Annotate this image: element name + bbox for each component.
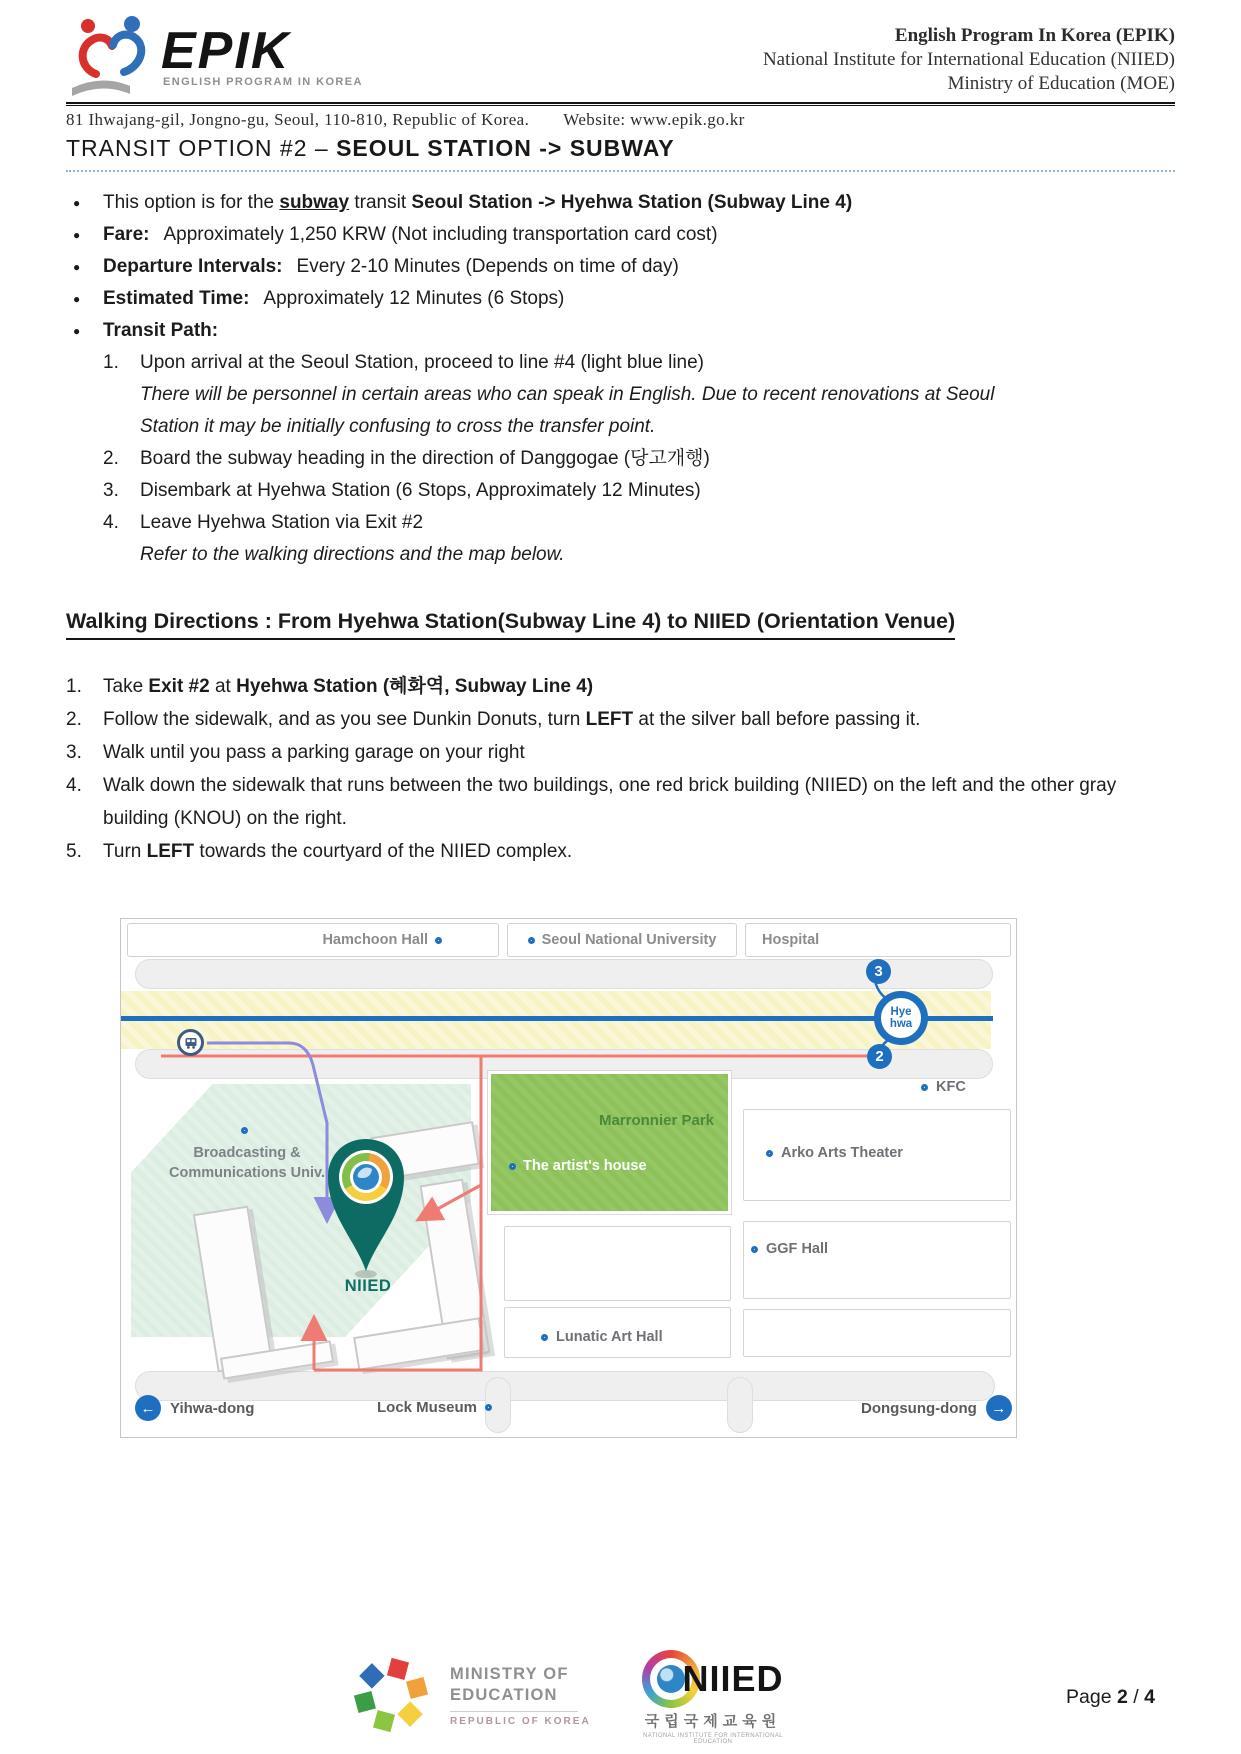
subway-line-4 bbox=[121, 1016, 993, 1021]
item-number: 4. bbox=[66, 775, 82, 796]
map-block-hamchoon bbox=[127, 923, 499, 957]
map-label-marronnier-park: Marronnier Park bbox=[598, 1112, 714, 1129]
street-dongsung-dong: Dongsung-dong → bbox=[861, 1395, 1012, 1421]
item-text: Leave Hyehwa Station via Exit #2 bbox=[140, 512, 424, 533]
map-label-niied: NIIED bbox=[344, 1277, 392, 1295]
moe-logo bbox=[348, 1652, 591, 1738]
page-title bbox=[66, 135, 1175, 162]
bullet-text-underline: subway bbox=[279, 192, 350, 213]
org-line-2: National Institute for International Education (NIIED) bbox=[762, 49, 1175, 70]
address-text: 81 Ihwajang-gil, Jongno-gu, Seoul, 110-810, Republic of Korea. bbox=[66, 110, 530, 129]
list-item bbox=[103, 347, 1175, 379]
poi-kfc bbox=[921, 1079, 966, 1095]
page-header bbox=[66, 12, 1175, 102]
poi-lock-museum: Lock Museum bbox=[377, 1399, 492, 1416]
map-label-broadcasting-univ: Communications Univ. bbox=[168, 1165, 326, 1181]
address-row bbox=[66, 106, 1175, 132]
list-item bbox=[66, 187, 1175, 219]
overview-list bbox=[66, 187, 1175, 347]
exit-2-badge: 2 bbox=[867, 1044, 892, 1069]
niied-logo-caption: NATIONAL INSTITUTE FOR INTERNATIONAL EDUCATION bbox=[643, 1733, 783, 1745]
list-item bbox=[103, 443, 1175, 475]
poi-marker-icon bbox=[541, 1334, 548, 1341]
list-item bbox=[66, 315, 1175, 347]
list-item bbox=[66, 703, 1175, 736]
map-block-snu bbox=[507, 923, 737, 957]
street-yihwa-dong: ← Yihwa-dong bbox=[135, 1395, 254, 1421]
map-road-top bbox=[135, 959, 993, 989]
niied-location-pin-icon bbox=[316, 1133, 416, 1281]
map-label-seoul-national-university: Seoul National University bbox=[541, 932, 717, 948]
map-block bbox=[743, 1309, 1011, 1357]
poi-lunatic bbox=[541, 1329, 663, 1345]
epik-brand-text: EPIK bbox=[161, 22, 291, 80]
dotted-separator bbox=[66, 170, 1175, 172]
bullet-text: Every 2-10 Minutes (Depends on time of day) bbox=[296, 256, 679, 277]
item-text: Take Exit #2 at Hyehwa Station (혜화역, Subway Line 4) bbox=[103, 676, 594, 697]
map-label-lunatic-art-hall: Lunatic Art Hall bbox=[556, 1329, 663, 1345]
niied-logo-name: NIIED bbox=[682, 1658, 784, 1699]
marronnier-park bbox=[488, 1071, 731, 1214]
item-text: Walk down the sidewalk that runs between the two buildings, one red brick building (NIIED) on the left and the other gray building (KNOU) on the right. bbox=[103, 775, 1117, 829]
niied-logo bbox=[628, 1650, 798, 1745]
org-line-1: English Program In Korea (EPIK) bbox=[894, 25, 1175, 46]
item-number: 5. bbox=[66, 841, 82, 862]
bullet-text: This option is for the bbox=[103, 192, 280, 213]
hyehwa-station-badge: Hye hwa bbox=[874, 991, 928, 1045]
list-item bbox=[66, 835, 1175, 868]
item-number: 2. bbox=[103, 448, 119, 469]
moe-pinwheel-icon bbox=[348, 1652, 434, 1738]
map-road-stub bbox=[727, 1377, 753, 1433]
item-number: 3. bbox=[66, 742, 82, 763]
bullet-label: Transit Path: bbox=[103, 320, 219, 341]
niied-logo-korean: 국립국제교육원 bbox=[644, 1713, 782, 1730]
transit-stop-icon bbox=[177, 1029, 204, 1056]
title-emphasis: SEOUL STATION -> SUBWAY bbox=[336, 135, 675, 161]
poi-marker-icon bbox=[241, 1127, 248, 1134]
arrow-right-icon: → bbox=[986, 1395, 1012, 1421]
map-block-hospital bbox=[745, 923, 1011, 957]
bullet-text: Approximately 1,250 KRW (Not including transportation card cost) bbox=[163, 224, 718, 245]
poi-marker-icon bbox=[921, 1084, 928, 1091]
map-block bbox=[743, 1221, 1011, 1299]
item-text: Board the subway heading in the direction of Danggogae (당고개행) bbox=[140, 448, 710, 469]
item-text: Disembark at Hyehwa Station (6 Stops, Approximately 12 Minutes) bbox=[140, 480, 701, 501]
list-item bbox=[66, 670, 1175, 703]
list-item bbox=[66, 251, 1175, 283]
list-item bbox=[103, 475, 1175, 507]
bullet-text-bold: Seoul Station -> Hyehwa Station (Subway Line 4) bbox=[411, 192, 853, 213]
item-text: Upon arrival at the Seoul Station, proceed to line #4 (light blue line) bbox=[140, 352, 705, 373]
list-item bbox=[66, 283, 1175, 315]
epik-tagline: ENGLISH PROGRAM IN KOREA bbox=[163, 76, 363, 88]
page-number: Page 2 / 4 bbox=[1066, 1686, 1155, 1708]
org-line-3: Ministry of Education (MOE) bbox=[947, 73, 1175, 94]
item-note: There will be personnel in certain areas who can speak in English. Due to recent renovations at Seoul bbox=[140, 384, 995, 405]
exit-3-badge: 3 bbox=[866, 959, 891, 984]
map-label-kfc: KFC bbox=[936, 1079, 966, 1095]
item-text: Follow the sidewalk, and as you see Dunkin Donuts, turn LEFT at the silver ball before passing it. bbox=[103, 709, 921, 730]
poi-marker-icon bbox=[528, 937, 535, 944]
bullet-label: Departure Intervals: bbox=[103, 256, 283, 277]
item-number: 2. bbox=[66, 709, 82, 730]
item-number: 1. bbox=[66, 676, 82, 697]
list-item bbox=[103, 507, 1175, 539]
broadcasting-univ-area bbox=[131, 1084, 471, 1337]
item-text: Walk until you pass a parking garage on your right bbox=[103, 742, 525, 763]
item-number: 4. bbox=[103, 512, 119, 533]
poi-arko bbox=[766, 1145, 903, 1161]
item-note: Refer to the walking directions and the map below. bbox=[140, 544, 565, 565]
map-label-arko-arts-theater: Arko Arts Theater bbox=[781, 1145, 903, 1161]
transit-path-list bbox=[103, 347, 1175, 571]
map-label-hamchoon-hall: Hamchoon Hall bbox=[322, 932, 428, 948]
website-text: Website: www.epik.go.kr bbox=[563, 110, 745, 129]
bullet-text: transit bbox=[349, 192, 412, 213]
item-number: 1. bbox=[103, 352, 119, 373]
bullet-text: Approximately 12 Minutes (6 Stops) bbox=[263, 288, 565, 309]
poi-marker-icon bbox=[751, 1246, 758, 1253]
map-label-hospital: Hospital bbox=[762, 932, 820, 948]
list-item bbox=[66, 736, 1175, 769]
epik-logo bbox=[66, 12, 386, 100]
poi-marker-icon bbox=[509, 1163, 516, 1170]
org-block bbox=[763, 12, 1175, 96]
moe-logo-text: MINISTRY OF EDUCATION REPUBLIC OF KOREA bbox=[450, 1664, 591, 1727]
map-label-ggf-hall: GGF Hall bbox=[766, 1241, 829, 1257]
list-item bbox=[66, 769, 1175, 835]
poi-marker-icon bbox=[766, 1150, 773, 1157]
poi-marker-icon bbox=[435, 937, 442, 944]
item-number: 3. bbox=[103, 480, 119, 501]
title-prefix: TRANSIT OPTION #2 – bbox=[66, 135, 337, 161]
walking-directions-heading: Walking Directions : From Hyehwa Station(Subway Line 4) to NIIED (Orientation Venue) bbox=[66, 609, 1175, 640]
list-item bbox=[66, 219, 1175, 251]
item-text: Turn LEFT towards the courtyard of the NIIED complex. bbox=[103, 841, 573, 862]
arrow-left-icon: ← bbox=[135, 1395, 161, 1421]
map-label-artists-house: The artist's house bbox=[509, 1158, 647, 1174]
bullet-label: Estimated Time: bbox=[103, 288, 250, 309]
poi-marker-icon bbox=[485, 1404, 492, 1411]
bullet-label: Fare: bbox=[103, 224, 150, 245]
walking-directions-list bbox=[66, 670, 1175, 868]
map-label-broadcasting-univ: Broadcasting & bbox=[193, 1145, 301, 1161]
area-map bbox=[120, 918, 1017, 1438]
map-building bbox=[353, 1317, 485, 1371]
item-note: Station it may be initially confusing to cross the transfer point. bbox=[140, 416, 656, 437]
map-block bbox=[504, 1226, 731, 1301]
poi-ggf bbox=[751, 1241, 828, 1257]
